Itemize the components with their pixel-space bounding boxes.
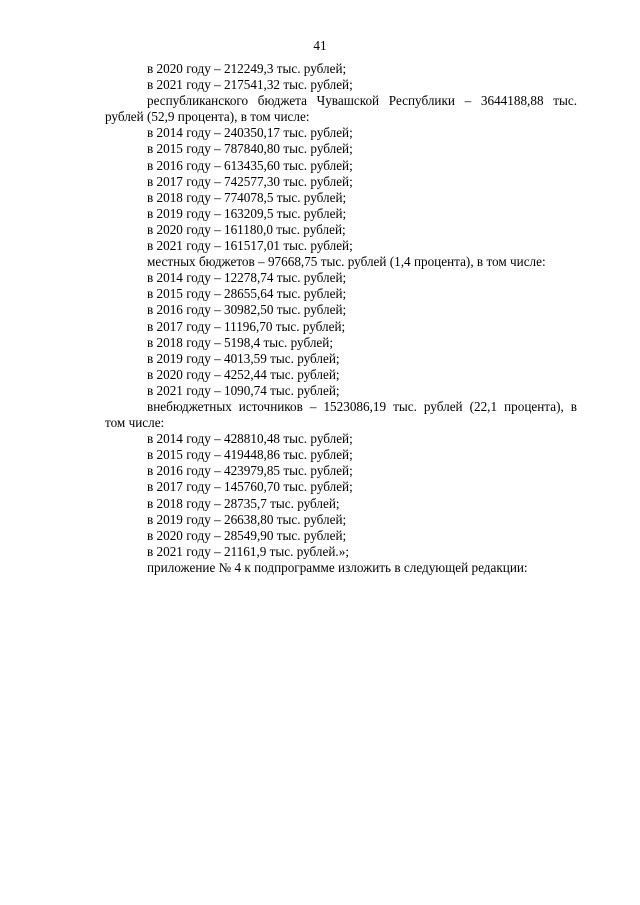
text-line: в 2020 году – 4252,44 тыс. рублей; <box>147 366 340 382</box>
text-line: в 2021 году – 161517,01 тыс. рублей; <box>147 238 353 254</box>
text-line: внебюджетных источников – 1523086,19 тыс. рублей (22,1 процента), в <box>147 398 577 414</box>
text-line: в 2020 году – 212249,3 тыс. рублей; <box>147 61 347 76</box>
text-line: в 2014 году – 428810,48 тыс. рублей; <box>147 431 353 447</box>
text-line: в 2016 году – 30982,50 тыс. рублей; <box>147 302 347 318</box>
text-line: в 2017 году – 145760,70 тыс. рублей; <box>147 479 353 495</box>
text-line: в 2018 году – 5198,4 тыс. рублей; <box>147 334 333 350</box>
text-line: в 2021 году – 21161,9 тыс. рублей.»; <box>147 543 349 559</box>
document-body <box>105 61 577 576</box>
text-line: в 2017 году – 11196,70 тыс. рублей; <box>147 318 346 334</box>
text-line: в 2014 году – 240350,17 тыс. рублей; <box>147 125 353 141</box>
text-line: в 2018 году – 28735,7 тыс. рублей; <box>147 495 340 511</box>
text-line: в 2016 году – 423979,85 тыс. рублей; <box>147 463 353 479</box>
text-line: приложение № 4 к подпрограмме изложить в следующей редакции: <box>147 559 528 575</box>
text-line: в 2019 году – 26638,80 тыс. рублей; <box>147 511 347 527</box>
text-line: местных бюджетов – 97668,75 тыс. рублей (1,4 процента), в том числе: <box>147 254 546 270</box>
page-number: 41 <box>313 38 327 53</box>
text-line: в 2015 году – 419448,86 тыс. рублей; <box>147 447 353 463</box>
text-line: в 2019 году – 163209,5 тыс. рублей; <box>147 205 347 221</box>
text-line: в 2021 году – 217541,32 тыс. рублей; <box>147 77 353 93</box>
text-line: в 2015 году – 28655,64 тыс. рублей; <box>147 286 347 302</box>
text-line: рублей (52,9 процента), в том числе: <box>105 109 310 125</box>
text-line: в 2019 году – 4013,59 тыс. рублей; <box>147 350 340 366</box>
text-line: в 2021 году – 1090,74 тыс. рублей; <box>147 382 340 398</box>
text-line: в 2018 году – 774078,5 тыс. рублей; <box>147 189 347 205</box>
text-line: республиканского бюджета Чувашской Республики – 3644188,88 тыс. <box>147 93 577 109</box>
text-line: в 2016 году – 613435,60 тыс. рублей; <box>147 157 353 173</box>
text-line: в 2020 году – 161180,0 тыс. рублей; <box>147 221 346 237</box>
text-line: в 2017 году – 742577,30 тыс. рублей; <box>147 173 353 189</box>
text-line: том числе: <box>105 415 165 431</box>
text-line: в 2015 году – 787840,80 тыс. рублей; <box>147 141 353 157</box>
text-line: в 2020 году – 28549,90 тыс. рублей; <box>147 527 347 543</box>
text-line: в 2014 году – 12278,74 тыс. рублей; <box>147 270 347 286</box>
